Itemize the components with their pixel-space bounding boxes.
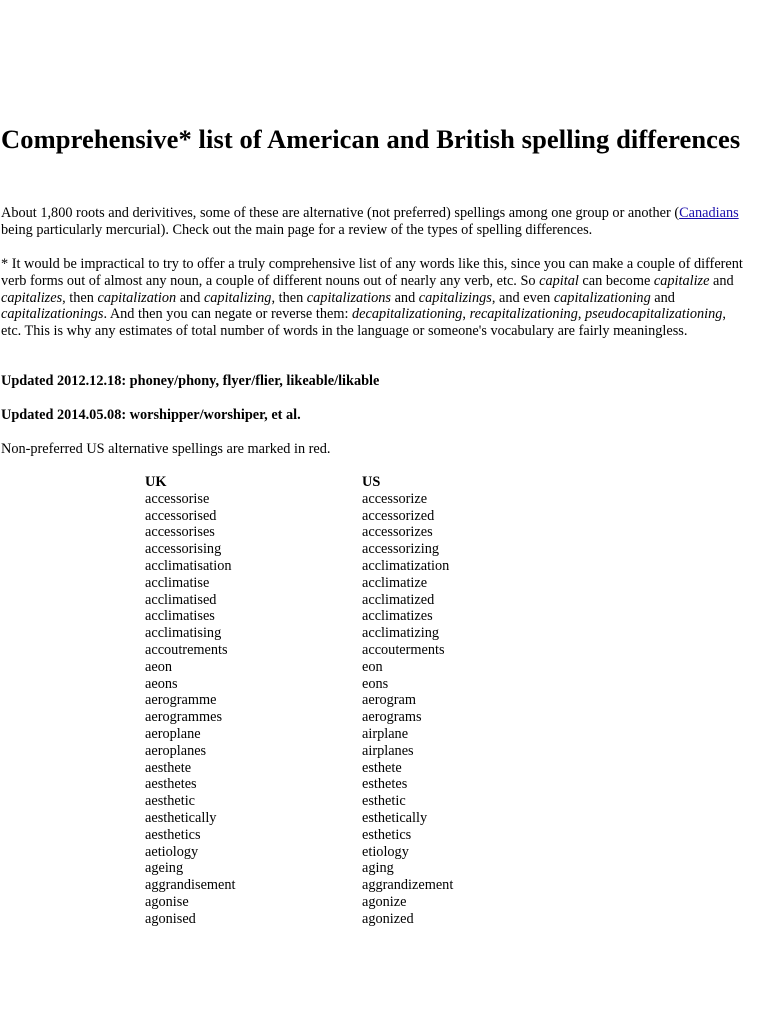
uk-spelling-cell: ageing: [145, 860, 184, 877]
uk-spelling-cell: acclimatised: [145, 591, 217, 608]
uk-spelling-cell: aesthete: [145, 759, 192, 776]
uk-spelling-cell: acclimatises: [145, 608, 215, 625]
us-spelling-cell: eon: [362, 658, 383, 675]
note-text: , then: [271, 289, 307, 306]
note-italic-word: capitalizings: [418, 289, 492, 306]
table-row: [145, 659, 562, 676]
note-text: * It would be impractical to try to offer a truly comprehensive list of any words like this, since you can make a couple of different verb forms out of almost any noun, a couple of different nouns out of nearly any verb, etc. So: [1, 256, 743, 289]
us-spelling-cell: aerogram: [362, 692, 416, 709]
non-preferred-note: Non-preferred US alternative spellings are marked in red.: [1, 441, 331, 457]
uk-spelling-cell: acclimatising: [145, 625, 222, 642]
intro-text-after: being particularly mercurial). Check out the main page for a review of the types of spelling differences.: [1, 221, 593, 238]
note-text: , and even: [491, 289, 554, 306]
uk-spelling-cell: aeon: [145, 658, 172, 675]
uk-spelling-cell: accoutrements: [145, 641, 228, 658]
uk-spelling-cell: accessorised: [145, 507, 217, 524]
table-row: [145, 541, 562, 558]
uk-spelling-cell: aerogramme: [145, 692, 217, 709]
uk-spelling-cell: aeroplanes: [145, 742, 207, 759]
table-row: [145, 709, 562, 726]
update-note-2012: Updated 2012.12.18: phoney/phony, flyer/flier, likeable/likable: [1, 373, 380, 389]
table-row: [145, 760, 562, 777]
us-spelling-cell: aging: [362, 860, 394, 877]
uk-spelling-cell: acclimatisation: [145, 557, 232, 574]
table-row: [145, 592, 562, 609]
table-row: [145, 844, 562, 861]
uk-spelling-cell: agonise: [145, 893, 189, 910]
uk-column-header: UK: [145, 474, 167, 490]
intro-text-before: About 1,800 roots and derivitives, some of these are alternative (not preferred) spellings among one group or another (: [1, 205, 680, 221]
note-italic-word: pseudocapitalizationing: [585, 306, 723, 323]
note-text: , then: [62, 289, 98, 306]
note-text: and: [176, 289, 204, 306]
note-italic-word: capitalizationing: [553, 289, 651, 306]
us-spelling-cell: eons: [362, 675, 389, 692]
us-column-header: US: [362, 474, 381, 490]
uk-spelling-cell: aetiology: [145, 843, 199, 860]
us-spelling-cell: accessorized: [362, 507, 435, 524]
table-row: [145, 558, 562, 575]
note-text: and: [709, 272, 734, 289]
us-spelling-cell: accessorize: [362, 490, 428, 507]
uk-spelling-cell: acclimatise: [145, 574, 210, 591]
table-row: [145, 726, 562, 743]
intro-paragraph: [1, 205, 746, 239]
table-row: [145, 508, 562, 525]
page-title: Comprehensive* list of American and British spelling differences: [1, 124, 741, 154]
table-row: [145, 676, 562, 693]
us-spelling-cell: accouterments: [362, 641, 445, 658]
table-row: [145, 911, 562, 928]
note-italic-word: decapitalizationing: [352, 306, 463, 323]
us-spelling-cell: airplane: [362, 725, 409, 742]
note-italic-word: capitalizes: [1, 289, 63, 306]
note-text: and: [391, 289, 419, 306]
note-text: ,: [577, 306, 585, 323]
table-row: [145, 810, 562, 827]
uk-spelling-cell: agonised: [145, 910, 196, 927]
note-italic-word: capitalizations: [306, 289, 391, 306]
us-spelling-cell: esthetics: [362, 826, 412, 843]
table-row: [145, 877, 562, 894]
uk-spelling-cell: accessorising: [145, 541, 222, 558]
table-row: [145, 743, 562, 760]
uk-spelling-cell: aeons: [145, 675, 178, 692]
us-spelling-cell: accessorizing: [362, 541, 440, 558]
us-spelling-cell: acclimatize: [362, 574, 428, 591]
table-row: [145, 827, 562, 844]
us-spelling-cell: acclimatizes: [362, 608, 433, 625]
us-spelling-cell: agonized: [362, 910, 414, 927]
table-row: [145, 491, 562, 508]
us-spelling-cell: acclimatization: [362, 557, 450, 574]
note-text: , etc. This is why any estimates of total number of words in the language or someone's vocabulary are fairly meaningless.: [1, 306, 726, 340]
uk-spelling-cell: aesthetes: [145, 776, 197, 793]
table-row: [145, 524, 562, 541]
note-text: ,: [462, 306, 470, 323]
uk-spelling-cell: aggrandisement: [145, 877, 236, 894]
uk-spelling-cell: aesthetic: [145, 793, 196, 810]
note-italic-word: capitalize: [653, 272, 710, 289]
table-row: [145, 575, 562, 592]
us-spelling-cell: aggrandizement: [362, 877, 454, 894]
table-row: [145, 860, 562, 877]
table-row: [145, 608, 562, 625]
us-spelling-cell: esthetically: [362, 809, 428, 826]
table-body: [145, 491, 562, 928]
us-spelling-cell: esthetic: [362, 793, 406, 810]
us-spelling-cell: acclimatizing: [362, 625, 440, 642]
us-spelling-cell: etiology: [362, 843, 409, 860]
uk-spelling-cell: aesthetically: [145, 809, 217, 826]
us-spelling-cell: esthete: [362, 759, 402, 776]
table-row: [145, 776, 562, 793]
note-text: and: [650, 289, 675, 306]
us-spelling-cell: agonize: [362, 893, 407, 910]
note-text: can become: [578, 272, 654, 289]
uk-spelling-cell: aesthetics: [145, 826, 201, 843]
footnote-paragraph: [1, 256, 746, 340]
table-row: [145, 642, 562, 659]
uk-spelling-cell: accessorise: [145, 490, 210, 507]
us-spelling-cell: accessorizes: [362, 524, 433, 541]
us-spelling-cell: acclimatized: [362, 591, 435, 608]
us-spelling-cell: airplanes: [362, 742, 414, 759]
note-italic-word: capitalization: [97, 289, 177, 306]
us-spelling-cell: esthetes: [362, 776, 408, 793]
note-italic-word: capitalizationings: [1, 306, 104, 323]
uk-spelling-cell: aeroplane: [145, 725, 201, 742]
uk-spelling-cell: aerogrammes: [145, 709, 223, 726]
note-italic-word: recapitalizationing: [469, 306, 578, 323]
table-row: [145, 625, 562, 642]
spelling-table: [145, 474, 562, 928]
table-row: [145, 894, 562, 911]
canadians-link[interactable]: Canadians: [679, 205, 739, 221]
uk-spelling-cell: accessorises: [145, 524, 215, 541]
note-italic-word: capitalizing: [203, 289, 272, 306]
table-row: [145, 692, 562, 709]
us-spelling-cell: aerograms: [362, 709, 422, 726]
note-italic-word: capital: [539, 272, 579, 289]
update-note-2014: Updated 2014.05.08: worshipper/worshiper, et al.: [1, 407, 301, 423]
note-text: . And then you can negate or reverse them:: [103, 306, 352, 323]
table-row: [145, 793, 562, 810]
table-header-row: [145, 474, 562, 491]
